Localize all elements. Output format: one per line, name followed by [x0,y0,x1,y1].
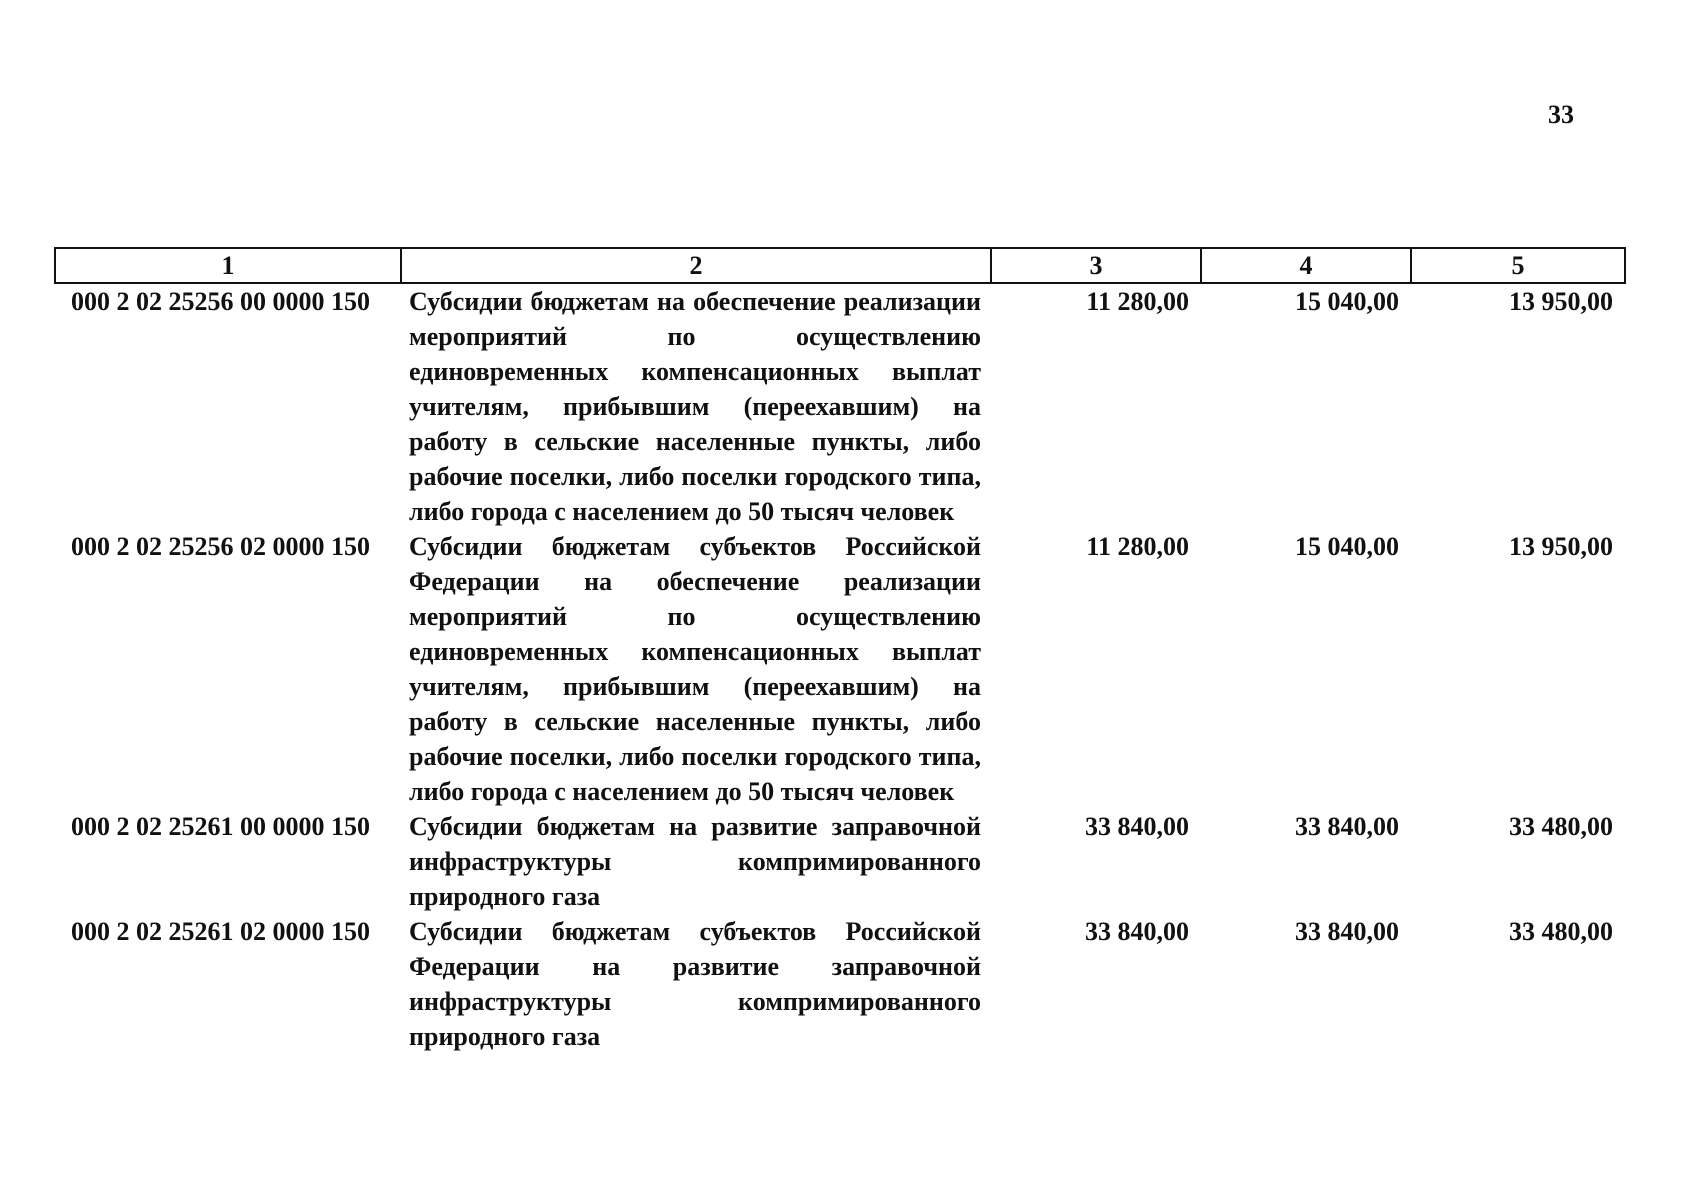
table-row [55,809,1625,914]
table-header [55,248,1625,283]
table-row [55,914,1625,1054]
row-value-col5: 33 480,00 [1509,812,1613,841]
row-value-col5: 33 480,00 [1509,917,1613,946]
row-description: Субсидии бюджетам на обеспечение реализации мероприятий по осуществлению единовременных компенсационных выплат учителям, прибывшим (переехавшим) на работу в сельские населенные пункты, либо рабочие поселки, либо поселки городского типа, либо города с населением до 50 тысяч человек [409,287,981,526]
row-value-col3: 11 280,00 [1086,532,1189,561]
row-value-col4: 33 840,00 [1295,917,1399,946]
row-code: 000 2 02 25256 02 0000 150 [71,532,370,561]
row-code: 000 2 02 25256 00 0000 150 [71,287,370,316]
row-code: 000 2 02 25261 02 0000 150 [71,917,370,946]
row-value-col4: 33 840,00 [1295,812,1399,841]
table-row [55,283,1625,529]
row-value-col4: 15 040,00 [1295,532,1399,561]
column-header-1: 1 [55,248,401,283]
row-description: Субсидии бюджетам субъектов Российской Федерации на обеспечение реализации мероприятий по осуществлению единовременных компенсационных выплат учителям, прибывшим (переехавшим) на работу в сельские населенные пункты, либо рабочие поселки, либо поселки городского типа, либо города с населением до 50 тысяч человек [409,532,981,806]
column-header-2: 2 [401,248,991,283]
column-header-4: 4 [1201,248,1411,283]
row-value-col4: 15 040,00 [1295,287,1399,316]
column-header-5: 5 [1411,248,1625,283]
row-value-col3: 33 840,00 [1085,812,1189,841]
row-value-col5: 13 950,00 [1509,287,1613,316]
row-value-col3: 33 840,00 [1085,917,1189,946]
row-code: 000 2 02 25261 00 0000 150 [71,812,370,841]
header-row [55,248,1625,283]
table-body [55,283,1625,1054]
budget-table [54,247,1626,1054]
row-value-col5: 13 950,00 [1509,532,1613,561]
row-value-col3: 11 280,00 [1086,287,1189,316]
row-description: Субсидии бюджетам на развитие заправочной инфраструктуры компримированного природного газа [409,812,981,911]
table-row [55,529,1625,809]
column-header-3: 3 [991,248,1201,283]
page-number: 33 [1548,100,1574,129]
row-description: Субсидии бюджетам субъектов Российской Федерации на развитие заправочной инфраструктуры компримированного природного газа [409,917,981,1051]
